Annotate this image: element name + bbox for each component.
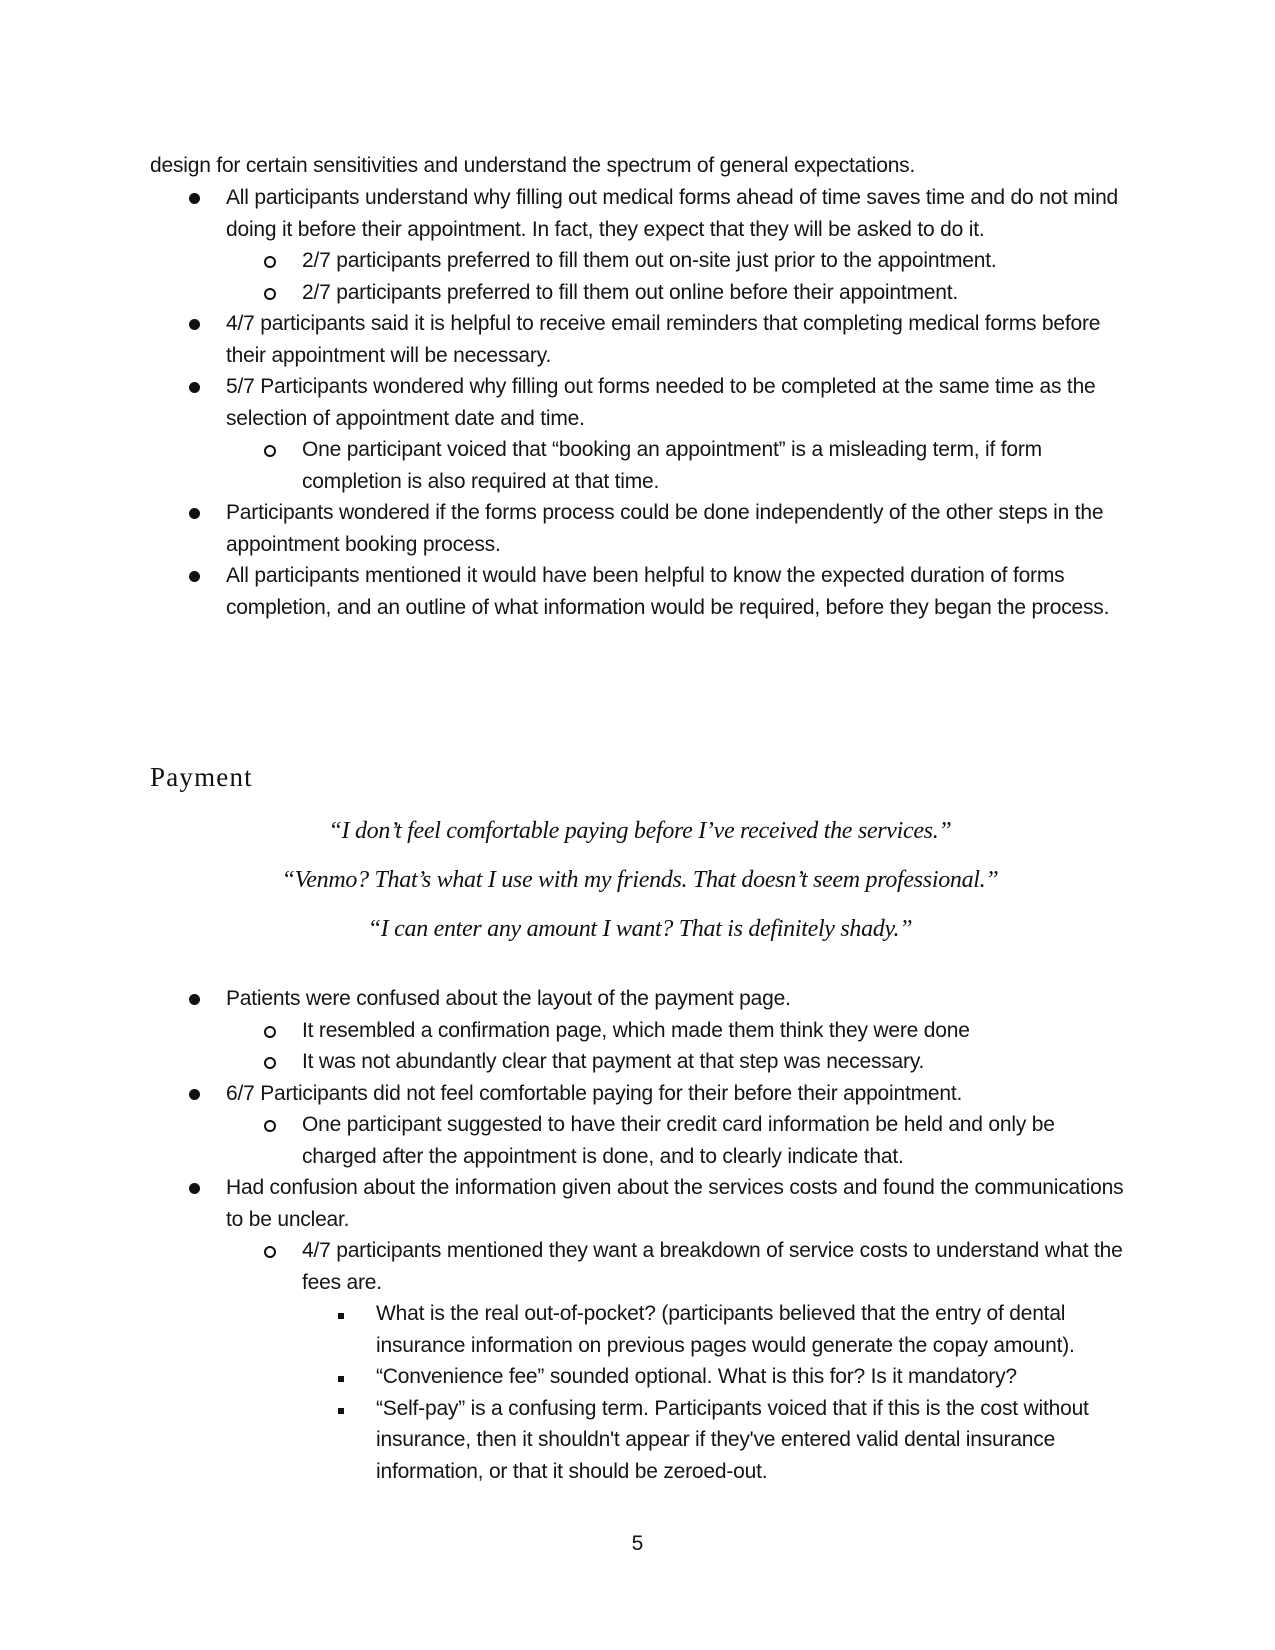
sub-sub-list	[302, 1298, 1130, 1487]
bullet-disc-icon	[189, 994, 200, 1005]
list-item-text: 6/7 Participants did not feel comfortable paying for their before their appointment.	[226, 1081, 963, 1105]
bullet-circle-icon	[264, 256, 276, 268]
quote: “I don’t feel comfortable paying before I’ve received the services.”	[328, 818, 952, 844]
quote: “Venmo? That’s what I use with my friends. That doesn’t seem professional.”	[281, 867, 999, 893]
sub-sub-list-item	[302, 1298, 1130, 1361]
sub-list-item-text: One participant voiced that “booking an appointment” is a misleading term, if form completion is also required at that time.	[302, 438, 1042, 493]
sub-list-item	[226, 245, 1130, 277]
sub-list	[226, 245, 1130, 308]
section-heading-payment: Payment	[150, 762, 253, 792]
bullet-circle-icon	[264, 1246, 276, 1258]
bullet-disc-icon	[189, 319, 200, 330]
bullet-disc-icon	[189, 571, 200, 582]
list-item-text: 4/7 participants said it is helpful to receive email reminders that completing medical forms before their appointment will be necessary.	[226, 312, 1101, 367]
sub-list-item-text: 4/7 participants mentioned they want a breakdown of service costs to understand what the fees are.	[302, 1239, 1123, 1294]
sub-list-item	[226, 1046, 1130, 1078]
sub-list-item-text: 2/7 participants preferred to fill them out on-site just prior to the appointment.	[302, 249, 997, 272]
bullet-disc-icon	[189, 382, 200, 393]
list-item-text: 5/7 Participants wondered why filling out forms needed to be completed at the same time as the selection of appointment date and time.	[226, 375, 1096, 430]
forms-findings-list	[150, 182, 1130, 623]
list-item-text: Patients were confused about the layout of the payment page.	[226, 987, 791, 1010]
list-item	[150, 1172, 1130, 1487]
bullet-circle-icon	[264, 1120, 276, 1132]
sub-list	[226, 1109, 1130, 1172]
sub-sub-list-item	[302, 1361, 1130, 1393]
list-item-text: Participants wondered if the forms process could be done independently of the other steps in the appointment booking process.	[226, 501, 1104, 556]
sub-list-item	[226, 1015, 1130, 1047]
list-item-text: All participants mentioned it would have been helpful to know the expected duration of forms completion, and an outline of what information would be required, before they began the process.	[226, 564, 1110, 619]
bullet-disc-icon	[189, 193, 200, 204]
bullet-circle-icon	[264, 445, 276, 457]
bullet-circle-icon	[264, 1057, 276, 1069]
bullet-disc-icon	[189, 1089, 200, 1100]
sub-list	[226, 1015, 1130, 1078]
list-item-text: All participants understand why filling out medical forms ahead of time saves time and do not mind doing it before their appointment. In fact, they expect that they will be asked to do it.	[226, 186, 1119, 241]
sub-list-item	[226, 277, 1130, 309]
sub-sub-list-item-text: What is the real out-of-pocket? (participants believed that the entry of dental insurance information on previous pages would generate the copay amount).	[376, 1302, 1075, 1357]
list-item	[150, 497, 1130, 560]
sub-list	[226, 1235, 1130, 1487]
list-item	[150, 182, 1130, 308]
list-item	[150, 983, 1130, 1078]
quote: “I can enter any amount I want? That is definitely shady.”	[367, 916, 913, 942]
payment-findings-list	[150, 983, 1130, 1487]
sub-list-item-text: It was not abundantly clear that payment at that step was necessary.	[302, 1050, 925, 1073]
list-item	[150, 371, 1130, 497]
bullet-square-icon	[338, 1408, 344, 1414]
bullet-circle-icon	[264, 1026, 276, 1038]
sub-list	[226, 434, 1130, 497]
sub-list-item-text: 2/7 participants preferred to fill them out online before their appointment.	[302, 280, 959, 304]
bullet-square-icon	[338, 1313, 344, 1319]
sub-list-item	[226, 434, 1130, 497]
sub-sub-list-item-text: “Self-pay” is a confusing term. Participants voiced that if this is the cost without insurance, then it shouldn't appear if they've entered valid dental insurance information, or that it should be zeroed-out.	[376, 1396, 1089, 1483]
bullet-square-icon	[338, 1376, 344, 1382]
bullet-circle-icon	[264, 288, 276, 300]
sub-list-item-text: One participant suggested to have their credit card information be held and only be charged after the appointment is done, and to clearly indicate that.	[302, 1113, 1055, 1168]
list-item	[150, 308, 1130, 371]
sub-list-item-text: It resembled a confirmation page, which made them think they were done	[302, 1018, 970, 1042]
list-item-text: Had confusion about the information given about the services costs and found the communications to be unclear.	[226, 1176, 1124, 1231]
sub-sub-list-item	[302, 1393, 1130, 1488]
intro-paragraph: design for certain sensitivities and understand the spectrum of general expectations.	[150, 154, 916, 177]
bullet-disc-icon	[189, 508, 200, 519]
list-item	[150, 1078, 1130, 1173]
list-item	[150, 560, 1130, 623]
sub-sub-list-item-text: “Convenience fee” sounded optional. What is this for? Is it mandatory?	[376, 1365, 1017, 1388]
bullet-disc-icon	[189, 1183, 200, 1194]
sub-list-item	[226, 1109, 1130, 1172]
participant-quotes	[150, 816, 1130, 963]
page-number: 5	[631, 1532, 644, 1555]
sub-list-item	[226, 1235, 1130, 1487]
